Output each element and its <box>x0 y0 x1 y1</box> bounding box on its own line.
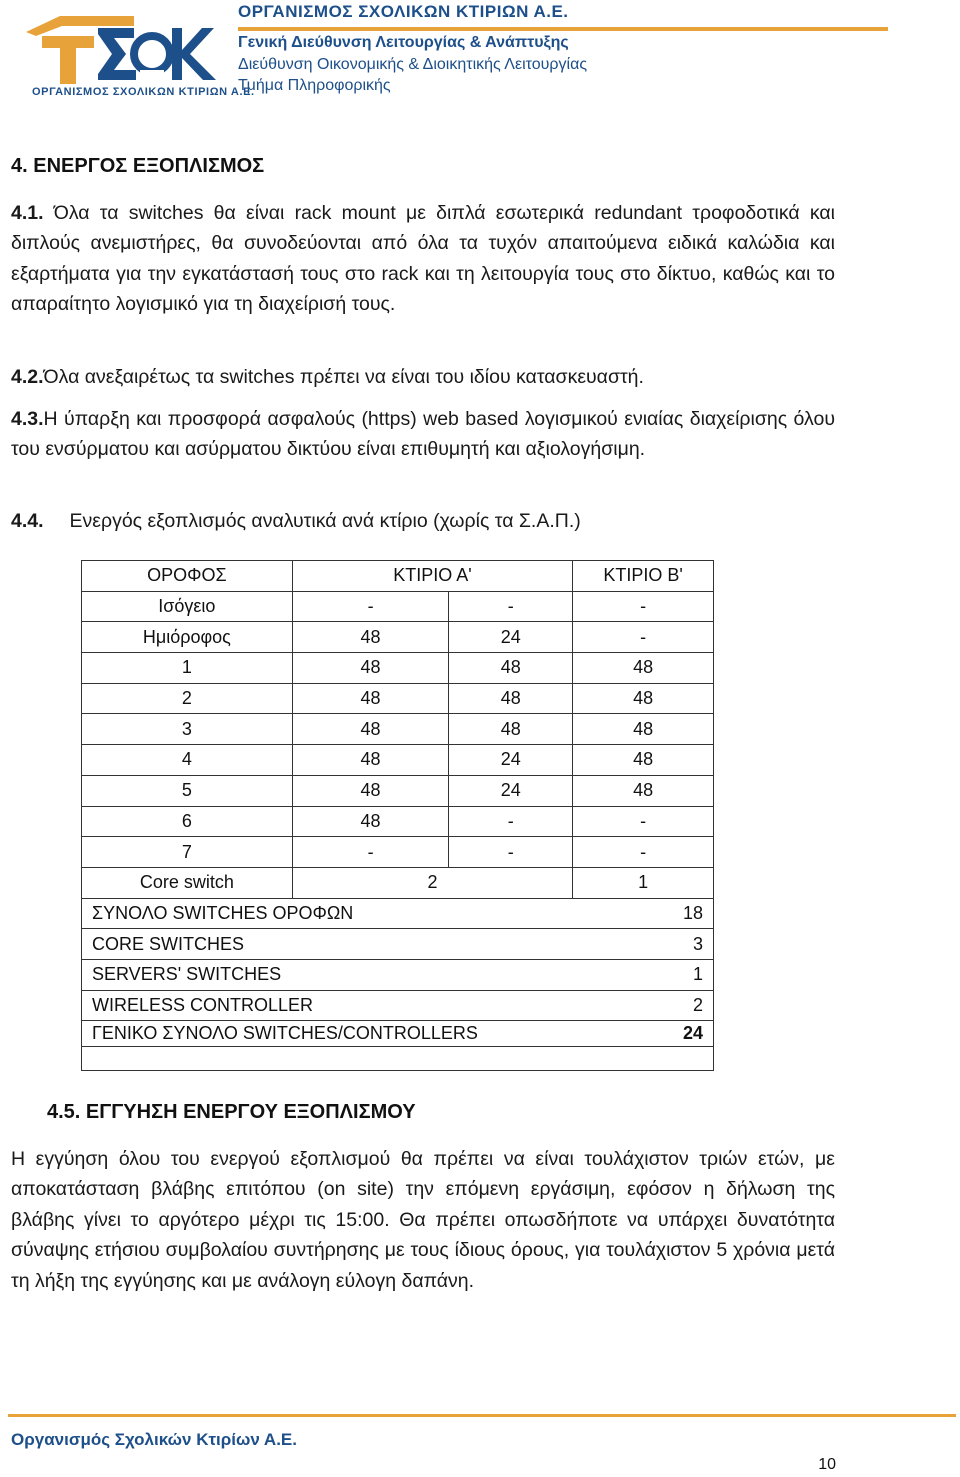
table-cell: 3 <box>82 714 293 745</box>
paragraph-4-1-number: 4.1. <box>11 202 44 224</box>
totals-row <box>82 929 714 960</box>
table-cell: 48 <box>292 775 449 806</box>
table-cell: - <box>292 591 449 622</box>
paragraph-4-4-text: Ενεργός εξοπλισμός αναλυτικά ανά κτίριο (χωρίς τα Σ.Α.Π.) <box>69 510 581 532</box>
header-directorate: Διεύθυνση Οικονομικής & Διοικητικής Λειτουργίας <box>238 56 588 73</box>
table-header-row <box>82 561 714 592</box>
totals-row <box>82 898 714 929</box>
section-title: 4. ΕΝΕΡΓΟΣ ΕΞΟΠΛΙΣΜΟΣ <box>11 155 265 177</box>
table-cell: 48 <box>449 653 573 684</box>
logo-caption: ΟΡΓΑΝΙΣΜΟΣ ΣΧΟΛΙΚΩΝ ΚΤΙΡΙΩΝ Α.Ε. <box>32 86 255 98</box>
table-row <box>82 837 714 868</box>
totals-value: 3 <box>573 929 714 960</box>
osk-logo-graphic <box>22 14 224 86</box>
table-spacer-row <box>82 1047 714 1071</box>
warranty-title: 4.5. ΕΓΓΥΗΣΗ ΕΝΕΡΓΟΥ ΕΞΟΠΛΙΣΜΟΥ <box>47 1101 416 1123</box>
table-cell: 48 <box>292 622 449 653</box>
footer-divider <box>8 1414 956 1417</box>
table-cell: 24 <box>449 775 573 806</box>
core-switch-row <box>82 867 714 898</box>
table-cell: - <box>573 622 714 653</box>
table-cell: 48 <box>573 775 714 806</box>
column-header-floor: ΟΡΟΦΟΣ <box>82 561 293 592</box>
table-row <box>82 745 714 776</box>
table-cell: 4 <box>82 745 293 776</box>
table-cell: 5 <box>82 775 293 806</box>
paragraph-4-2-number: 4.2. <box>11 366 44 388</box>
table-cell: 48 <box>292 806 449 837</box>
table-cell: Ισόγειο <box>82 591 293 622</box>
totals-label: WIRELESS CONTROLLER <box>82 990 573 1021</box>
table-cell: Core switch <box>82 867 293 898</box>
table-row <box>82 714 714 745</box>
totals-row <box>82 959 714 990</box>
paragraph-4-3-text: Η ύπαρξη και προσφορά ασφαλούς (https) web based λογισμικού ενιαίας διαχείρισης όλου του ενσύρματου και ασύρματου δικτύου είναι επιθυμητή και αξιολογήσιμη. <box>11 408 835 461</box>
table-cell: 1 <box>573 867 714 898</box>
table-cell: - <box>292 837 449 868</box>
paragraph-4-1 <box>11 198 835 320</box>
table-row <box>82 653 714 684</box>
table-cell: 48 <box>573 683 714 714</box>
header-divider <box>238 27 888 31</box>
table-cell: 48 <box>573 653 714 684</box>
table-cell: - <box>573 591 714 622</box>
table-cell: 48 <box>573 745 714 776</box>
totals-row <box>82 990 714 1021</box>
table-cell: 24 <box>449 745 573 776</box>
paragraph-4-4-number: 4.4. <box>11 510 44 532</box>
header-org-name: ΟΡΓΑΝΙΣΜΟΣ ΣΧΟΛΙΚΩΝ ΚΤΙΡΙΩΝ Α.Ε. <box>238 2 569 21</box>
table-cell: 6 <box>82 806 293 837</box>
table-cell: 24 <box>449 622 573 653</box>
totals-value: 18 <box>573 898 714 929</box>
table-cell: - <box>573 837 714 868</box>
paragraph-4-3-number: 4.3. <box>11 408 44 430</box>
totals-value: 2 <box>573 990 714 1021</box>
table-cell: 48 <box>449 683 573 714</box>
table-row <box>82 622 714 653</box>
table-cell: 48 <box>573 714 714 745</box>
header-department: Τμήμα Πληροφορικής <box>238 77 391 94</box>
table-cell: 1 <box>82 653 293 684</box>
table-cell: - <box>573 806 714 837</box>
grand-total-value: 24 <box>573 1021 714 1047</box>
table-cell: 2 <box>292 867 572 898</box>
table-cell: 48 <box>292 683 449 714</box>
table-cell: - <box>449 591 573 622</box>
paragraph-4-4 <box>11 506 835 536</box>
table-cell: Ημιόροφος <box>82 622 293 653</box>
table-row <box>82 683 714 714</box>
table-cell: 2 <box>82 683 293 714</box>
totals-label: CORE SWITCHES <box>82 929 573 960</box>
paragraph-4-1-text: Όλα τα switches θα είναι rack mount με διπλά εσωτερικά redundant τροφοδοτικά και διπλούς ανεμιστήρες, θα συνοδεύονται από όλα τα τυχόν απαιτούμενα ειδικά καλώδια και εξαρτήματα για την εγκατάστασή τους στο rack και τη λειτουργία τους στο δίκτυο, καθώς και το απαραίτητο λογισμικό για τη διαχείρισή τους. <box>11 202 835 316</box>
column-header-building-a: ΚΤΙΡΙΟ Α' <box>292 561 572 592</box>
table-cell: 48 <box>292 745 449 776</box>
table-row <box>82 591 714 622</box>
table-cell: - <box>449 837 573 868</box>
table-cell: 7 <box>82 837 293 868</box>
totals-label: SERVERS' SWITCHES <box>82 959 573 990</box>
table-cell: 48 <box>292 653 449 684</box>
paragraph-4-3 <box>11 404 835 465</box>
footer-org: Οργανισμός Σχολικών Κτιρίων Α.Ε. <box>11 1430 297 1449</box>
column-header-building-b: ΚΤΙΡΙΟ Β' <box>573 561 714 592</box>
table-cell: 48 <box>449 714 573 745</box>
table-row <box>82 775 714 806</box>
table-cell: - <box>449 806 573 837</box>
page-number: 10 <box>818 1456 836 1473</box>
equipment-table <box>81 560 714 1071</box>
totals-value: 1 <box>573 959 714 990</box>
paragraph-4-2-text: Όλα ανεξαιρέτως τα switches πρέπει να είναι του ιδίου κατασκευαστή. <box>43 366 644 388</box>
grand-total-row <box>82 1021 714 1047</box>
grand-total-label: ΓΕΝΙΚΟ ΣΥΝΟΛΟ SWITCHES/CONTROLLERS <box>82 1021 573 1047</box>
header-general-directorate: Γενική Διεύθυνση Λειτουργίας & Ανάπτυξης <box>238 34 569 51</box>
warranty-text: Η εγγύηση όλου του ενεργού εξοπλισμού θα πρέπει να είναι τουλάχιστον τριών ετών, με αποκατάσταση βλάβης επιτόπου (on site) την επόμενη εργάσιμη, εφόσον η δήλωση της βλάβης γίνει το αργότερο μέχρι τις 15:00. Θα πρέπει οπωσδήποτε να υπάρχει δυνατότητα σύναψης ετήσιου συμβολαίου συντήρησης με τους ίδιους όρους, για τουλάχιστον 5 χρόνια μετά τη λήξη της εγγύησης και με ανάλογη εύλογη δαπάνη. <box>11 1148 835 1292</box>
table-row <box>82 806 714 837</box>
table-cell: 48 <box>292 714 449 745</box>
paragraph-4-2 <box>11 362 835 392</box>
osk-logo <box>22 14 255 98</box>
totals-label: ΣΥΝΟΛΟ SWITCHES ΟΡΟΦΩΝ <box>82 898 573 929</box>
